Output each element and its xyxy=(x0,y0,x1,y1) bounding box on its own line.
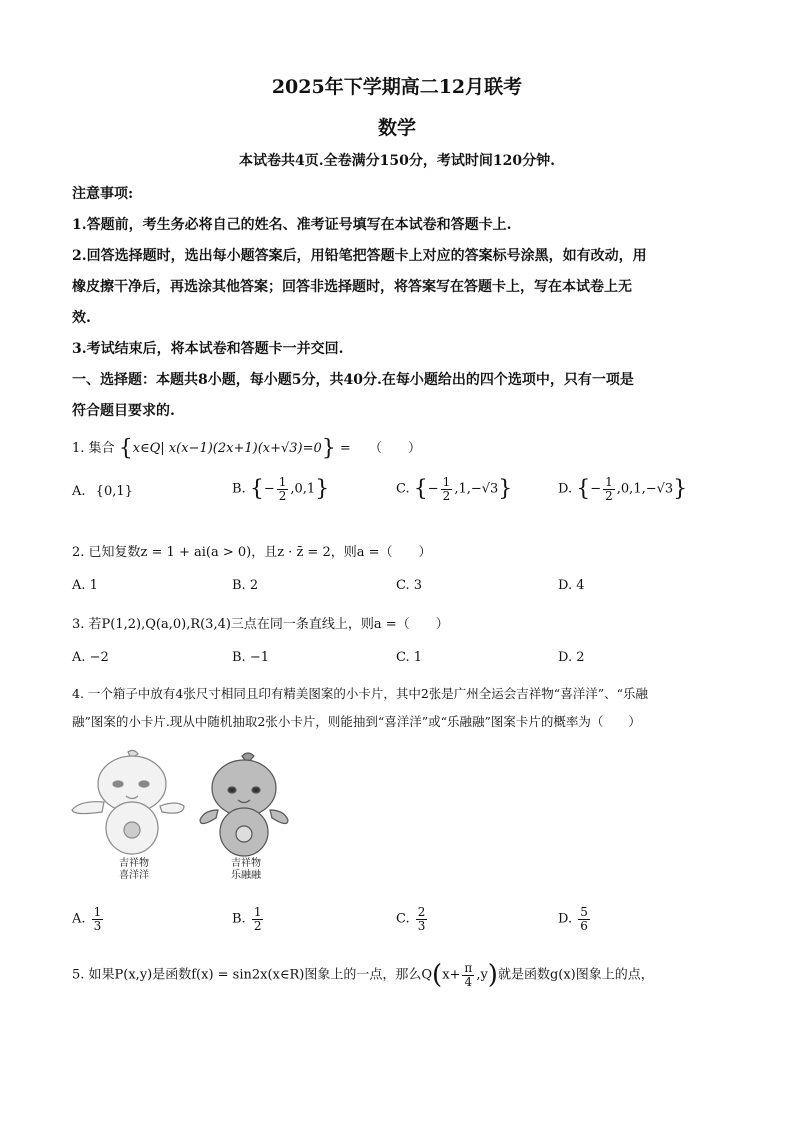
denominator: 6 xyxy=(580,918,588,933)
mascot-illustration xyxy=(70,748,310,893)
note-2-line1: 2.回答选择题时，选出每小题答案后，用铅笔把答题卡上对应的答案标号涂黑，如有改动，用 xyxy=(72,248,647,264)
q3-option-d[interactable]: D. 2 xyxy=(558,650,585,665)
question-5: 5. 如果P(x,y)是函数f(x) = sin2x(x∈R)图象上的一点，那么Q(x+ $\frac{\pi}{4}$ ,y)就是函数g(x)图象上的点， xyxy=(72,960,654,990)
option-label: B. xyxy=(232,481,246,497)
denominator: 4 xyxy=(464,974,473,989)
q3-option-c[interactable]: C. 1 xyxy=(396,650,423,665)
notes-heading: 注意事项: xyxy=(72,186,134,202)
denominator: 3 xyxy=(417,918,426,933)
option-label: A. xyxy=(72,911,86,927)
caption-line: 乐融融 xyxy=(231,870,261,881)
caption-line: 喜洋洋 xyxy=(119,870,149,881)
denominator: 2 xyxy=(278,488,287,503)
q5-text-start: 5. 如果P(x,y)是函数f(x) = sin2x(x∈R)图象上的一点，那么Q xyxy=(72,967,433,983)
mascot-1-caption xyxy=(104,858,164,882)
minus-sign: − xyxy=(427,481,439,497)
fraction xyxy=(277,476,289,502)
q1-option-d[interactable]: D. {− $\frac{1}{2}$ ,0,1,−√3} xyxy=(558,475,688,503)
fraction xyxy=(92,906,104,932)
q1-option-b[interactable]: B. {− $\frac{1}{2}$ ,0,1} xyxy=(232,475,330,503)
numerator: 1 xyxy=(278,475,287,489)
fraction xyxy=(441,476,453,502)
numerator: 1 xyxy=(93,905,102,919)
q2-option-d[interactable]: D. 4 xyxy=(558,578,585,593)
option-label: C. xyxy=(396,481,410,497)
denominator: 2 xyxy=(605,488,613,503)
q1-set: x∈Q| x(x−1)(2x+1)(x+√3)=0 xyxy=(132,441,322,456)
q1-equals: = xyxy=(339,441,351,456)
question-1: 1. 集合 {x∈Q| x(x−1)(2x+1)(x+√3)=0} = （ ） xyxy=(72,436,421,461)
option-label: A. xyxy=(72,484,86,499)
denominator: 2 xyxy=(442,488,451,503)
q3-option-a[interactable]: A. −2 xyxy=(72,650,109,665)
fraction xyxy=(603,476,615,502)
fraction xyxy=(416,906,428,932)
q1-number: 1. 集合 xyxy=(72,441,115,456)
denominator: 3 xyxy=(93,918,102,933)
note-2-line3: 效. xyxy=(72,310,91,326)
q2-option-c[interactable]: C. 3 xyxy=(396,578,423,593)
question-3: 3. 若P(1,2),Q(a,0),R(3,4)三点在同一条直线上，则a =（ ） xyxy=(72,617,449,632)
section1-line2: 符合题目要求的. xyxy=(72,403,175,419)
exam-info: 本试卷共4页.全卷满分150分，考试时间120分钟. xyxy=(239,153,555,169)
q2-option-b[interactable]: B. 2 xyxy=(232,578,259,593)
option-label: D. xyxy=(558,911,573,927)
question-2: 2. 已知复数z = 1 + ai(a > 0)，且z · z̄ = 2，则a =（ ） xyxy=(72,545,432,560)
caption-line: 吉祥物 xyxy=(119,858,149,869)
q3-option-b[interactable]: B. −1 xyxy=(232,650,269,665)
option-rest: ,0,1,−√3 xyxy=(616,481,674,497)
q1-blank: （ ） xyxy=(368,441,421,456)
q5-q-x: x+ xyxy=(442,967,461,983)
fraction xyxy=(252,906,264,932)
question-4-line1: 4. 一个箱子中放有4张尺寸相同且印有精美图案的小卡片，其中2张是广州全运会吉祥物“喜洋洋”、“乐融 xyxy=(72,686,648,701)
q4-option-c[interactable] xyxy=(396,906,429,932)
subject-title: 数学 xyxy=(377,117,416,139)
option-label: C. xyxy=(396,911,410,927)
option-label: D. xyxy=(558,481,573,497)
option-label: B. xyxy=(232,911,246,927)
q5-text-end: 就是函数g(x)图象上的点， xyxy=(497,967,654,983)
option-rest: ,0,1 xyxy=(290,481,316,497)
mascot-xiyangyang xyxy=(72,750,184,854)
numerator: 1 xyxy=(253,905,262,919)
numerator: π xyxy=(464,960,473,975)
note-3: 3.考试结束后，将本试卷和答题卡一并交回. xyxy=(72,341,344,357)
question-4-line2: 融”图案的小卡片.现从中随机抽取2张小卡片，则能抽到“喜洋洋”或“乐融融”图案卡片的概率为（ ） xyxy=(72,714,641,729)
option-value: {0,1} xyxy=(95,484,133,499)
numerator: 1 xyxy=(442,475,451,489)
q4-option-b[interactable] xyxy=(232,906,265,932)
mascot-image xyxy=(70,748,310,858)
section1-line1: 一、选择题：本题共8小题，每小题5分，共40分.在每小题给出的四个选项中，只有一项是 xyxy=(72,372,634,388)
q1-option-a[interactable] xyxy=(72,484,133,499)
note-2-line2: 橡皮擦干净后，再选涂其他答案；回答非选择题时，将答案写在答题卡上，写在本试卷上无 xyxy=(72,279,632,295)
mascot-lerongrong xyxy=(200,753,288,856)
minus-sign: − xyxy=(263,481,275,497)
numerator: 1 xyxy=(605,475,613,489)
q4-option-a[interactable] xyxy=(72,906,105,932)
q5-q-y: ,y xyxy=(476,967,488,983)
q4-option-d[interactable] xyxy=(558,906,592,932)
q1-option-c[interactable]: C. {− $\frac{1}{2}$ ,1,−√3} xyxy=(396,475,513,503)
mascot-2-caption xyxy=(216,858,276,882)
exam-title: 2025年下学期高二12月联考 xyxy=(271,76,523,98)
caption-line: 吉祥物 xyxy=(231,858,261,869)
note-1: 1.答题前，考生务必将自己的姓名、准考证号填写在本试卷和答题卡上. xyxy=(72,217,512,233)
fraction xyxy=(578,906,590,932)
numerator: 2 xyxy=(417,905,426,919)
denominator: 2 xyxy=(253,918,262,933)
fraction xyxy=(462,962,474,988)
option-rest: ,1,−√3 xyxy=(454,481,499,497)
q2-option-a[interactable]: A. 1 xyxy=(72,578,98,593)
numerator: 5 xyxy=(580,905,588,919)
minus-sign: − xyxy=(590,481,602,497)
